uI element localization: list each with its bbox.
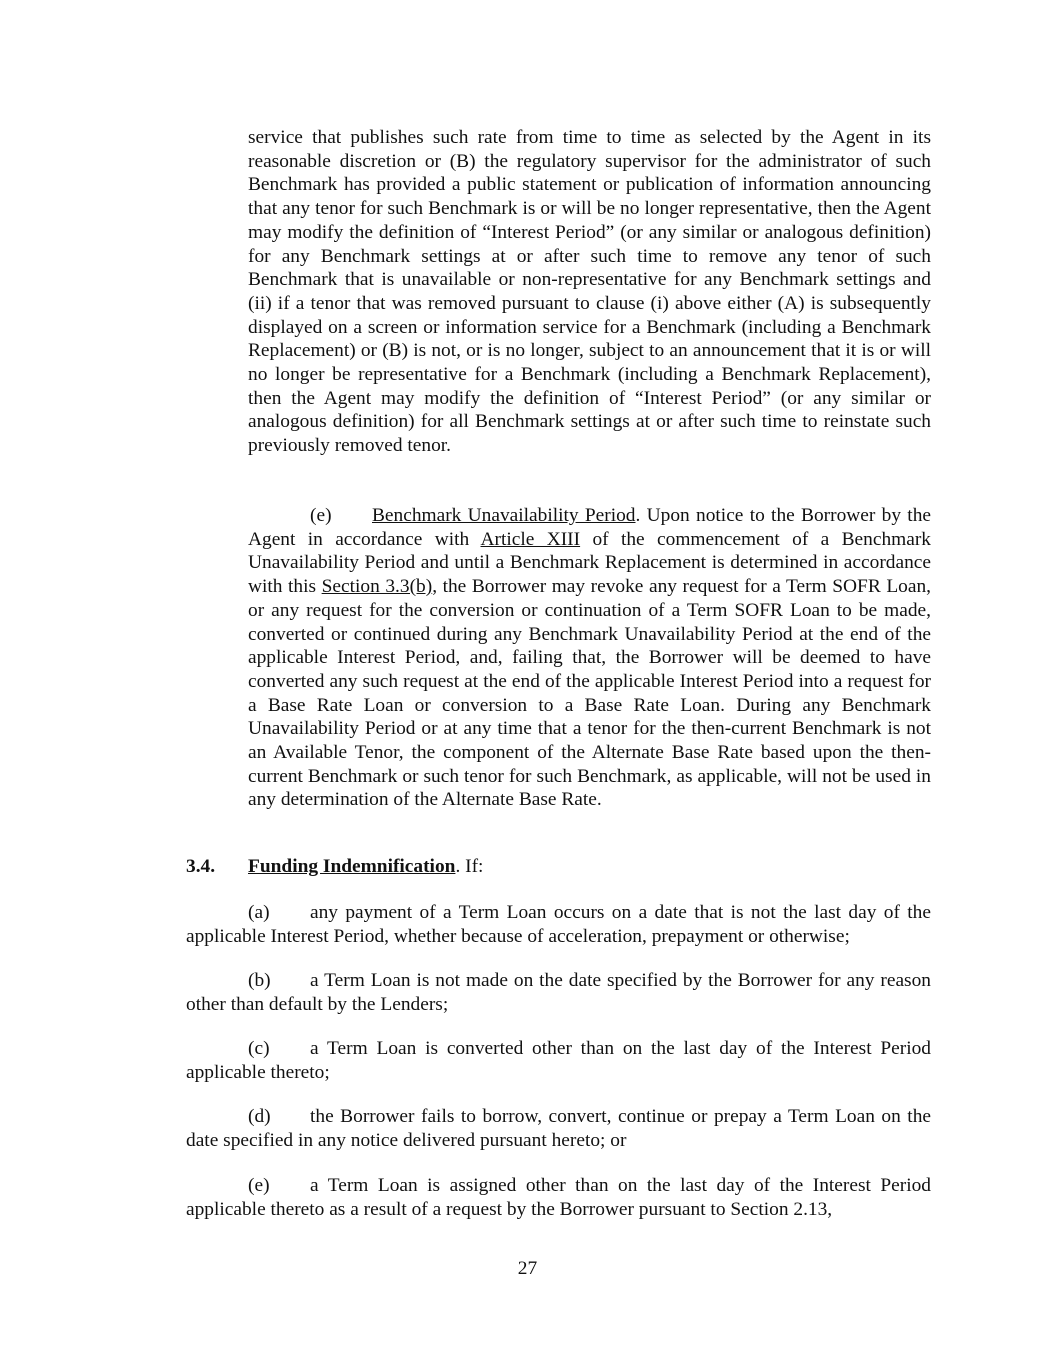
list-item-text: any payment of a Term Loan occurs on a date that is not the last day of the applicable Interest Period, whether because of acceleration, prepayment or otherwise;	[186, 902, 931, 947]
list-item-text: a Term Loan is converted other than on the last day of the Interest Period applicable thereto;	[186, 1038, 931, 1083]
paragraph-e-heading: Benchmark Unavailability Period	[372, 505, 636, 526]
section-reference-link[interactable]: Section 3.3(b)	[321, 576, 433, 598]
list-item-label: (e)	[248, 1175, 270, 1196]
paragraph-e-benchmark-unavailability	[248, 504, 931, 812]
section-number: 3.4.	[186, 856, 216, 877]
page-number: 27	[517, 1258, 538, 1279]
list-item-text: a Term Loan is not made on the date specified by the Borrower for any reason other than default by the Lenders;	[186, 970, 931, 1015]
paragraph-e-text-2: of the commencement of a Benchmark Unavailability Period and until a Benchmark Replacement is determined in accordance with this	[248, 528, 931, 598]
list-item	[186, 969, 931, 1016]
paragraph-e-label: (e)	[310, 505, 332, 526]
list-item	[186, 1105, 931, 1152]
list-item-text: the Borrower fails to borrow, convert, continue or prepay a Term Loan on the date specified in any notice delivered pursuant hereto; or	[186, 1106, 931, 1151]
list-item	[186, 901, 931, 948]
list-item-label: (d)	[248, 1106, 271, 1127]
list-item	[186, 1037, 931, 1084]
paragraph-e-text-3: , the Borrower may revoke any request for a Term SOFR Loan, or any request for the conversion or continuation of a Term SOFR Loan to be made, converted or continued during any Benchmark Unavailability Period at the end of the applicable Interest Period, and, failing that, the Borrower will be deemed to have converted any such request at the end of the applicable Interest Period into a request for a Base Rate Loan or conversion to a Base Rate Loan. During any Benchmark Unavailability Period or at any time that a tenor for the then-current Benchmark is not an Available Tenor, the component of the Alternate Base Rate based upon the then-current Benchmark or such tenor for such Benchmark, as applicable, will not be used in any determination of the Alternate Base Rate.	[248, 576, 932, 811]
list-item-label: (a)	[248, 902, 270, 923]
list-item-text: a Term Loan is assigned other than on the last day of the Interest Period applicable thereto as a result of a request by the Borrower pursuant to Section 2.13,	[186, 1175, 931, 1220]
section-heading	[186, 855, 483, 879]
list-item	[186, 1174, 931, 1221]
continuation-paragraph: service that publishes such rate from time to time as selected by the Agent in its reasonable discretion or (B) the regulatory supervisor for the administrator of such Benchmark has provided a public statement or publication of information announcing that any tenor for such Benchmark is or will be no longer representative, then the Agent may modify the definition of “Interest Period” (or any similar or analogous definition) for any Benchmark settings at or after such time to remove any tenor of such Benchmark that is unavailable or non-representative for any Benchmark settings and (ii) if a tenor that was removed pursuant to clause (i) above either (A) is subsequently displayed on a screen or information service for a Benchmark (including a Benchmark Replacement) or (B) is not, or is no longer, subject to an announcement that it is or will no longer be representative for a Benchmark (including a Benchmark Replacement), then the Agent may modify the definition of “Interest Period” (or any similar or analogous definition) for all Benchmark settings at or after such time to reinstate such previously removed tenor.	[248, 127, 931, 457]
section-title: Funding Indemnification	[248, 856, 456, 877]
section-title-suffix: . If:	[455, 856, 484, 877]
list-item-label: (c)	[248, 1038, 270, 1059]
paragraph-e-text-1: . Upon notice to the Borrower by the Agent in accordance with	[248, 505, 931, 550]
article-reference-link[interactable]: Article XIII	[480, 528, 581, 550]
list-item-label: (b)	[248, 970, 271, 991]
